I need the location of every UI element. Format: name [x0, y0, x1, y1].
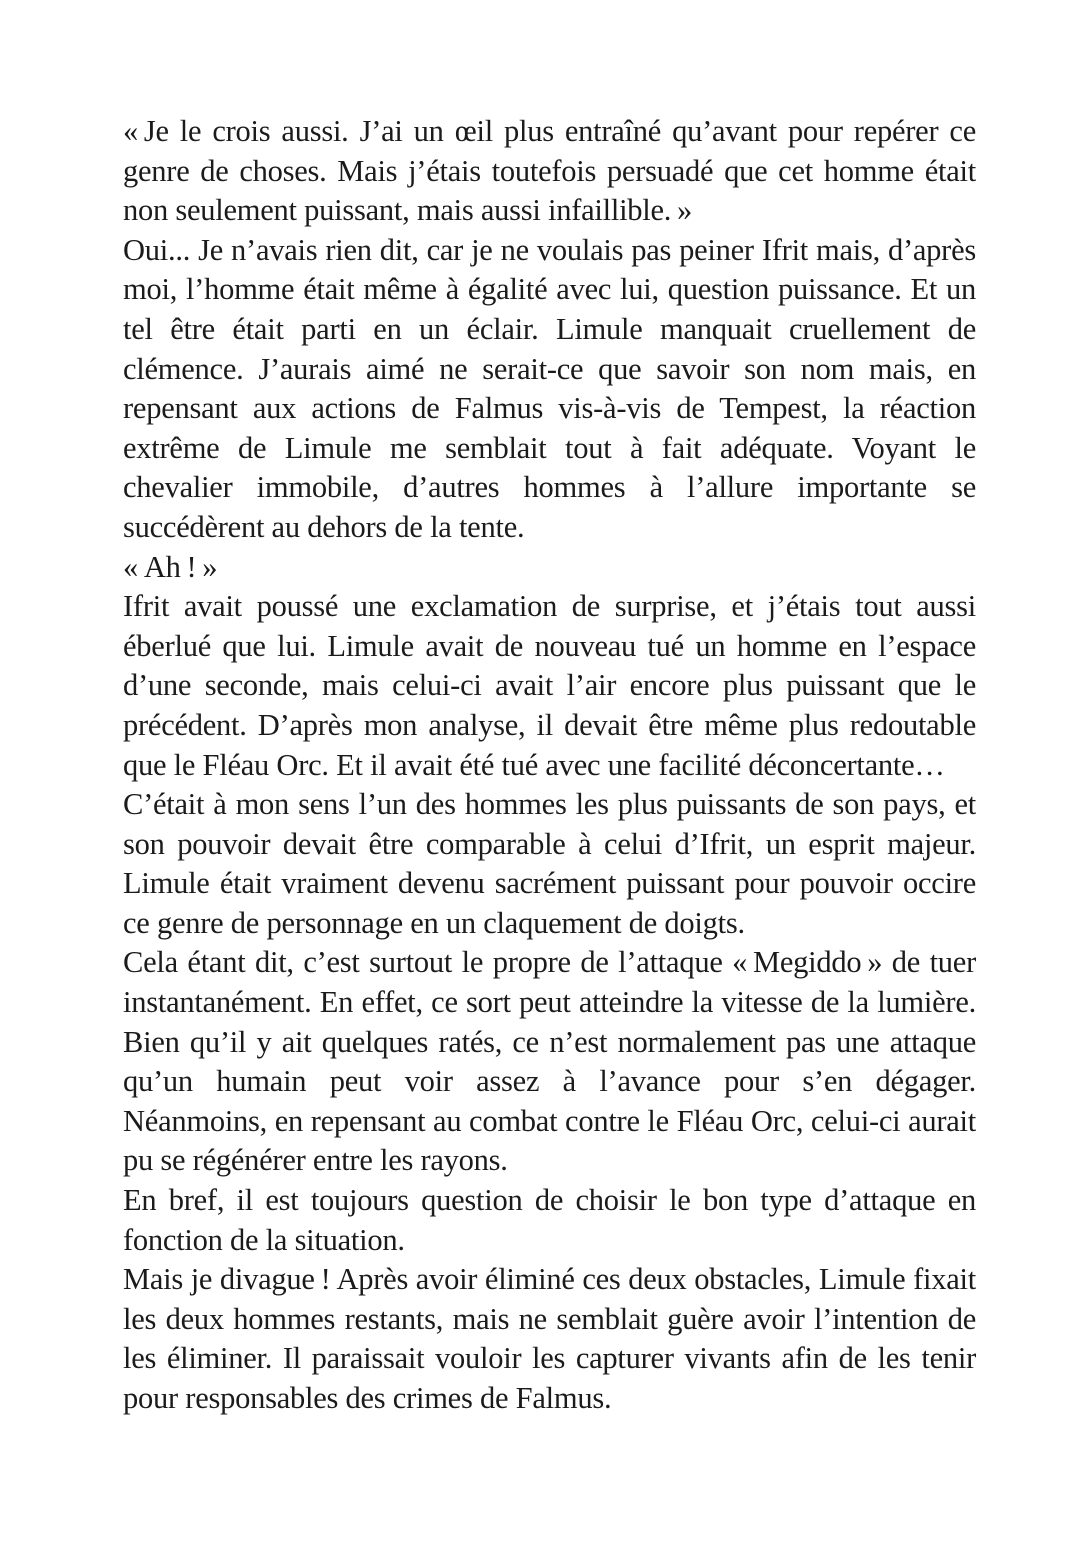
paragraph-narration-2: Ifrit avait poussé une exclamation de surprise, et j’étais tout aussi éberlué que lui. Limule avait de nouveau tué un homme en l’espace d’une seconde, mais celui-ci avait l’air encore plus puissant que le précédent. D’après mon analyse, il devait être même plus redoutable que le Fléau Orc. Et il avait été tué avec une facilité déconcertante…: [123, 589, 976, 782]
paragraph-narration-1: Oui... Je n’avais rien dit, car je ne voulais pas peiner Ifrit mais, d’après moi, l’homme était même à égalité avec lui, question puissance. Et un tel être était parti en un éclair. Limule manquait cruellement de clémence. J’aurais aimé ne serait-ce que savoir son nom mais, en repensant aux actions de Falmus vis-à-vis de Tempest, la réaction extrême de Limule me semblait tout à fait adéquate. Voyant le chevalier immobile, d’autres hommes à l’allure importante se succédèrent au dehors de la tente.: [123, 232, 976, 544]
paragraph-narration-3: C’était à mon sens l’un des hommes les plus puissants de son pays, et son pouvoir devait être comparable à celui d’Ifrit, un esprit majeur. Limule était vraiment devenu sacrément puissant pour pouvoir occire ce genre de personnage en un claquement de doigts.: [123, 787, 976, 940]
text-block: [123, 112, 976, 1419]
paragraph-narration-6: Mais je divague ! Après avoir éliminé ces deux obstacles, Limule fixait les deux hommes restants, mais ne semblait guère avoir l’intention de les éliminer. Il paraissait vouloir les capturer vivants afin de les tenir pour responsables des crimes de Falmus.: [123, 1262, 976, 1415]
paragraph-dialogue-1: « Je le crois aussi. J’ai un œil plus entraîné qu’avant pour repérer ce genre de choses. Mais j’étais toutefois persuadé que cet homme était non seulement puissant, mais aussi infaillible. »: [123, 114, 976, 228]
paragraph-dialogue-2: « Ah ! »: [123, 549, 218, 584]
paragraph-narration-5: En bref, il est toujours question de choisir le bon type d’attaque en fonction de la situation.: [123, 1183, 976, 1257]
paragraph-narration-4: Cela étant dit, c’est surtout le propre de l’attaque « Megiddo » de tuer instantanément. En effet, ce sort peut atteindre la vitesse de la lumière. Bien qu’il y ait quelques ratés, ce n’est normalement pas une attaque qu’un humain peut voir assez à l’avance pour s’en dégager. Néanmoins, en repensant au combat contre le Fléau Orc, celui-ci aurait pu se régénérer entre les rayons.: [123, 945, 976, 1178]
